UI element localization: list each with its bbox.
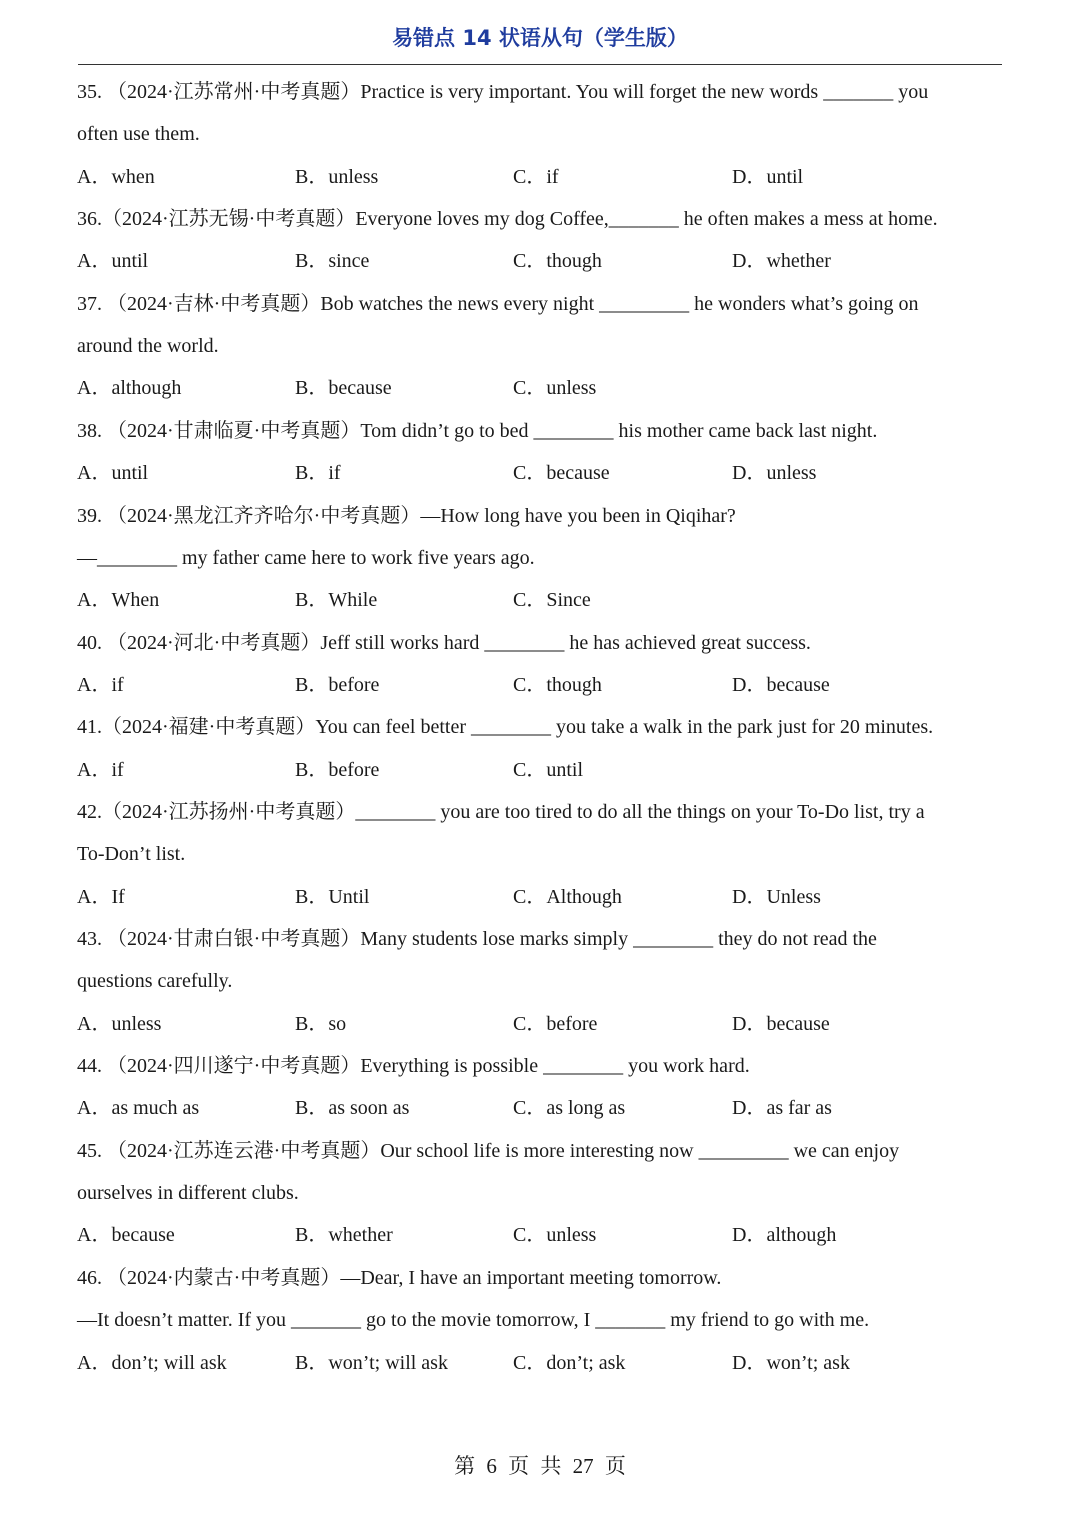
answer-option: C．unless [513,1224,597,1247]
question-stem: 38. （2024·甘肃临夏·中考真题）Tom didn’t go to bed ________ his mother came back last night. [77,419,878,442]
question-stem-continued: —________ my father came here to work five years ago. [77,546,535,569]
answer-option: D．Unless [732,885,821,908]
question-stem-continued: questions carefully. [77,970,233,993]
answer-option: B．if [295,462,341,485]
answer-option: B．before [295,758,380,781]
answer-option: A．until [77,462,149,485]
answer-option: A．when [77,165,155,188]
answer-option: D．although [732,1224,837,1247]
answer-option: D．unless [732,462,817,485]
question-stem-continued: —It doesn’t matter. If you _______ go to the movie tomorrow, I _______ my friend to go with me. [77,1309,870,1332]
answer-option: D．as far as [732,1097,832,1120]
answer-option: C．Since [513,589,591,612]
answer-option: B．because [295,377,392,400]
answer-option: C．because [513,462,610,485]
question-stem: 43. （2024·甘肃白银·中考真题）Many students lose marks simply ________ they do not read the [77,928,877,950]
answer-option: B．as soon as [295,1097,410,1120]
answer-option: C．before [513,1012,598,1035]
question-stem-continued: ourselves in different clubs. [77,1182,299,1205]
answer-option: B．before [295,673,380,696]
question-stem: 35. （2024·江苏常州·中考真题）Practice is very important. You will forget the new words _______ you [77,81,929,103]
question-stem: 39. （2024·黑龙江齐齐哈尔·中考真题）—How long have you been in Qiqihar? [77,504,736,527]
answer-option: C．don’t; ask [513,1351,626,1374]
answer-option: B．whether [295,1224,393,1247]
answer-option: D．because [732,1012,830,1035]
question-stem-continued: To-Don’t list. [77,843,186,866]
question-stem: 36.（2024·江苏无锡·中考真题）Everyone loves my dog Coffee,_______ he often makes a mess at home. [77,208,938,231]
page-number: 第 6 页 共 27 页 [454,1454,626,1478]
answer-option: C．until [513,758,584,781]
answer-option: B．Until [295,885,370,908]
answer-option: A．until [77,250,149,273]
answer-option: A．When [77,589,160,612]
page-header-title: 易错点 14 状语从句（学生版） [392,26,688,50]
answer-option: A．because [77,1224,175,1247]
answer-option: D．won’t; ask [732,1351,850,1374]
answer-option: A．don’t; will ask [77,1351,227,1374]
answer-option: A．although [77,377,182,400]
answer-option: B．won’t; will ask [295,1351,448,1374]
answer-option: A．if [77,673,124,696]
answer-option: C．if [513,165,559,188]
answer-option: B．While [295,589,378,612]
answer-option: C．Although [513,885,622,908]
answer-option: A．as much as [77,1097,200,1120]
answer-option: C．unless [513,377,597,400]
question-stem: 41.（2024·福建·中考真题）You can feel better ________ you take a walk in the park just for 20 minutes. [77,716,934,739]
answer-option: B．since [295,250,370,273]
answer-option: C．as long as [513,1097,626,1120]
answer-option: D．whether [732,250,831,273]
answer-option: A．If [77,885,125,908]
question-stem: 44. （2024·四川遂宁·中考真题）Everything is possible ________ you work hard. [77,1055,750,1078]
answer-option: A．if [77,758,124,781]
question-stem-continued: around the world. [77,335,219,358]
question-stem-continued: often use them. [77,123,200,146]
question-stem: 46. （2024·内蒙古·中考真题）—Dear, I have an important meeting tomorrow. [77,1266,722,1289]
answer-option: D．until [732,165,804,188]
answer-option: B．so [295,1012,347,1035]
question-stem: 42.（2024·江苏扬州·中考真题）________ you are too tired to do all the things on your To-Do list, try a [77,800,925,823]
question-stem: 37. （2024·吉林·中考真题）Bob watches the news every night _________ he wonders what’s going on [77,292,919,315]
answer-option: A．unless [77,1012,162,1035]
question-stem: 45. （2024·江苏连云港·中考真题）Our school life is more interesting now _________ we can enjoy [77,1139,900,1162]
answer-option: B．unless [295,165,379,188]
answer-option: C．though [513,250,602,273]
header-divider [78,64,1002,65]
answer-option: D．because [732,673,830,696]
answer-option: C．though [513,673,602,696]
question-stem: 40. （2024·河北·中考真题）Jeff still works hard ________ he has achieved great success. [77,631,811,654]
